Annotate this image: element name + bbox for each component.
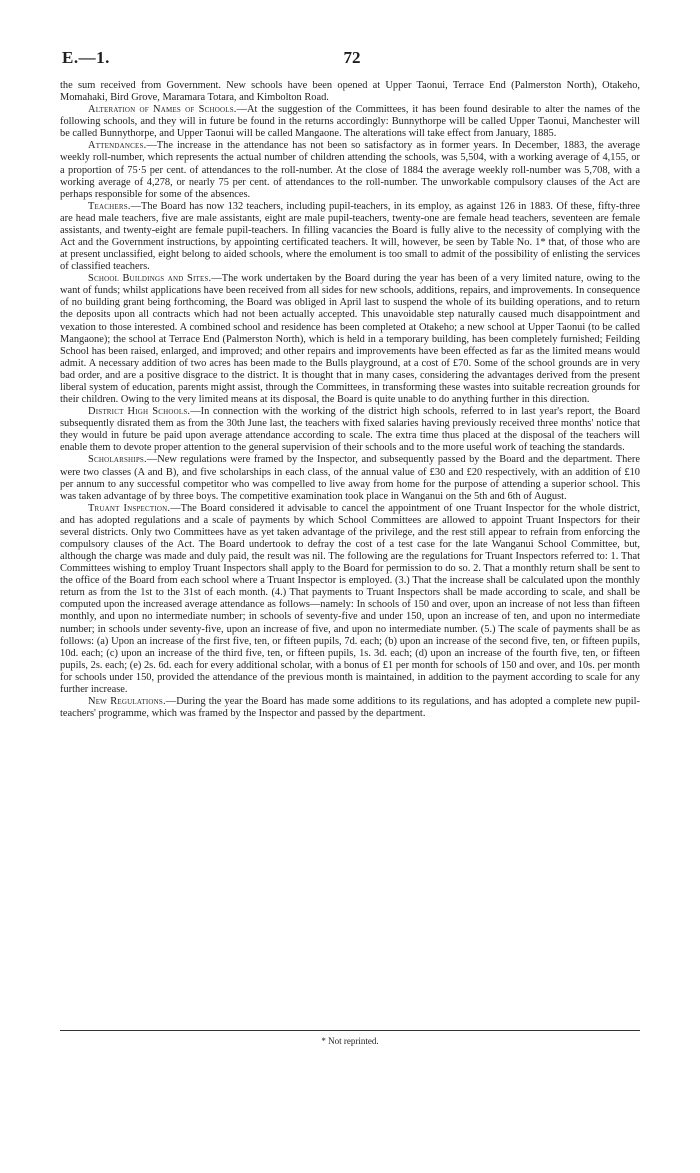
paragraph-truant-inspection [60, 503, 640, 696]
paragraph-text: —At the suggestion of the Committees, it has been found desirable to alter the names of the following schools, and they will in future be found in the returns accordingly: Bunnythorpe will be called Upper Taonui, Manchester will be called Bunnythorpe, and Upper Taonui will be called Mangaone. The alterations will take effect from January, 1885. [60, 104, 640, 140]
paragraph-text: —The Board considered it advisable to cancel the appointment of one Truant Inspector for the whole district, and has adopted regulations and a scale of payments by which School Committees are allowed to appoint Truant Inspectors for their several districts. Only two Committees have as yet taken advantage of the privilege, and the rest still appear to refrain from enforcing the compulsory clauses of the Act. The Board undertook to defray the cost of a test case for the late Wanganui School Committee, but, although the charge was made and duly paid, the result was nil. The following are the regulations for Truant Inspectors referred to: 1. That Committees wishing to employ Truant Inspectors shall apply to the Board for permission to do so. 2. That a monthly return shall be sent to the office of the Board from each school where a Truant Inspector is employed. (3.) That the increase shall be calculated upon the monthly return as from the 1st to the 31st of each month. (4.) That payments to Truant Inspectors shall be made according to scale, and shall be computed upon the increased average attendance as follows—namely: In schools of 150 and over, upon an increase of not less than fifteen monthly, and upon no intermediate number; in schools of seventy-five and under 150, upon an increase of ten, and upon no intermediate number; in schools under seventy-five, upon an increase of five, and upon no intermediate number. (5.) The scale of payments shall be as follows: (a) Upon an increase of the first five, ten, or fifteen pupils, 7d. each; (b) upon an increase of the second five, ten, or fifteen pupils, 10d. each; (c) upon an increase of the third five, ten, or fifteen pupils, 1s. 3d. each; (d) upon an increase of the fourth five, ten, or fifteen pupils, 2s. each; (e) 2s. 6d. each for every additional scholar, with a bonus of £1 per month for schools of 150 and over, and 10s. per month for schools under 150, provided the attendance of the previous month is maintained, in addition to the payment according to scale for any further increase. [60, 502, 641, 695]
document-reference: E.—1. [62, 48, 110, 67]
section-heading: Alteration of Names of Schools. [88, 104, 237, 116]
paragraph-alteration-of-names [60, 104, 640, 140]
paragraph-continuation [60, 80, 640, 104]
paragraph-text: —During the year the Board has made some additions to its regulations, and has adopted a complete new pupil-teachers' programme, which was framed by the Inspector and passed by the department. [60, 695, 641, 720]
paragraph-text: —The increase in the attendance has not been so satisfactory as in former years. In December, 1883, the average weekly roll-number, which represents the actual number of children attending the schools, was 5,504, with a working average of 4,155, or a proportion of 75·5 per cent. of attendances to the roll-number. At the close of 1884 the average weekly roll-number was 5,708, with a working average of 4,278, or nearly 75 per cent. of attendances to the roll-number. The unworkable compulsory clauses of the Act are perhaps responsible for some of the absences. [60, 140, 640, 200]
paragraph-district-high-schools [60, 406, 640, 454]
section-heading: Attendances. [88, 140, 147, 152]
paragraph-attendances [60, 140, 640, 200]
paragraph-text: —The work undertaken by the Board during the year has been of a very limited nature, owing to the want of funds; whilst applications have been received from all sides for new schools, additions, repairs, and improvements. In consequence of no building grant being forthcoming, the Board was obliged in April last to suspend the whole of its building operations, and to return the deposits upon all contracts which had not been actually accepted. This unavoidable step naturally caused much disappointment and vexation to those interested. A combined school and residence has been completed at Otakeho; a new school at Upper Taonui (to be called Mangaone); the school at Terrace End (Palmerston North), which is held in a temporary building, has been completely furnished; Feilding School has been raised, enlarged, and improved; and other repairs and improvements have been effected as far as the limited means would admit. A necessary addition of two acres has been made to the Bulls playground, at a cost of £70. Some of the school grounds are in very bad order, and are a positive disgrace to the district. It is thought that in many cases, considering the advantages derived from the present liberal system of education, parents might assist, through the Committees, in transforming these wastes into suitable recreation grounds for their children. Owing to the very limited means at its disposal, the Board is quite unable to do anything further in this direction. [60, 273, 640, 406]
page-number: 72 [343, 48, 361, 67]
paragraph-scholarships [60, 454, 640, 502]
section-heading: District High Schools. [88, 406, 191, 418]
footnote-divider [60, 1030, 640, 1031]
paragraph-school-buildings [60, 273, 640, 406]
section-heading: School Buildings and Sites. [88, 273, 212, 285]
paragraph-teachers [60, 201, 640, 273]
body-text [60, 80, 640, 720]
section-heading: Scholarships. [88, 454, 147, 466]
paragraph-text: —In connection with the working of the district high schools, referred to in last year's report, the Board subsequently disrated them as from the 30th June last, the teachers with fixed salaries having previously received three months' notice that they would in future be paid upon average attendance according to scale. The extra time thus placed at the disposal of the teachers will enable them to devote proper attention to the general supervision of their schools and to the more useful work of teaching the standards. [60, 406, 641, 454]
page-header [62, 48, 642, 70]
paragraph-text: —The Board has now 132 teachers, including pupil-teachers, in its employ, as against 126 in 1883. Of these, fifty-three are head male teachers, five are male assistants, eight are male pupil-teachers, twenty-one are female head teachers, seventeen are female assistants, and twenty-eight are female pupil-teachers. In filling vacancies the Board is fully alive to the necessity of complying with the Act and the Government instructions, by appointing certificated teachers. It will, however, be seen by Table No. 1* that, of those who are at present unclassified, eight belong to aided schools, where the emolument is too small to admit of the possibility of enlisting the services of classified teachers. [60, 200, 640, 273]
section-heading: Teachers. [88, 200, 131, 212]
paragraph-text: the sum received from Government. New schools have been opened at Upper Taonui, Terrace End (Palmerston North), Otakeho, Momahaki, Bird Grove, Maramara Totara, and Kimbolton Road. [60, 80, 640, 104]
paragraph-text: —New regulations were framed by the Inspector, and subsequently passed by the Board and the department. There were two classes (A and B), and five scholarships in each class, of the annual value of £30 and £20 respectively, with an addition of £10 per annum to any successful competitor who was compelled to live away from home for the purpose of attending a superior school. This was taken advantage of by three boys. The competitive examination took place in Wanganui on the 5th and 6th of August. [60, 454, 640, 502]
footnote: * Not reprinted. [321, 1036, 379, 1046]
paragraph-new-regulations [60, 696, 640, 720]
section-heading: Truant Inspection. [88, 502, 171, 514]
section-heading: New Regulations. [88, 695, 166, 707]
